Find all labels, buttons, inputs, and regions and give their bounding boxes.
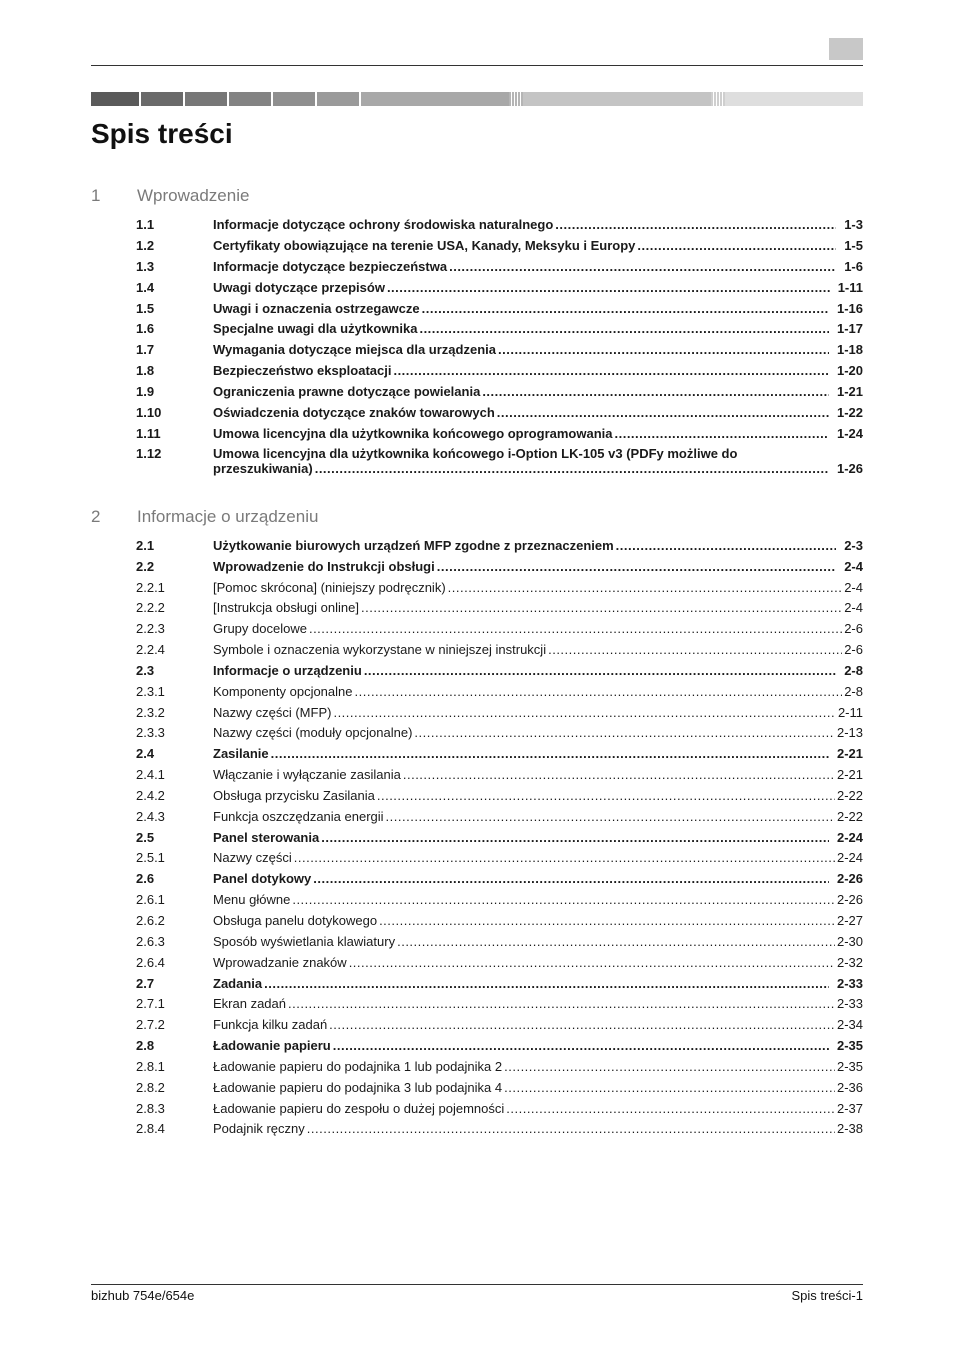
dot-leader (506, 1101, 835, 1116)
dot-leader (309, 621, 842, 636)
dot-leader (364, 663, 836, 678)
dot-leader (355, 684, 843, 699)
toc-entry-page: 2-8 (844, 684, 863, 699)
toc-entry-page: 1-22 (836, 405, 863, 420)
toc-entry-number: 2.8.4 (136, 1121, 165, 1136)
dot-leader (315, 461, 829, 476)
dot-leader (504, 1080, 835, 1095)
toc-entry-title: Sposób wyświetlania klawiatury (213, 934, 396, 949)
toc-entry-page: 2-33 (836, 996, 863, 1011)
toc-entry-title: Ekran zadań (213, 996, 286, 1011)
toc-entry-page: 2-35 (836, 1059, 863, 1074)
toc-entry-title: [Instrukcja obsługi online] (213, 600, 359, 615)
toc-entry-page: 2-37 (836, 1101, 863, 1116)
toc-entry-number: 2.5.1 (136, 850, 165, 865)
toc-entry-number: 2.4.2 (136, 788, 165, 803)
toc-entry-page: 2-24 (836, 830, 863, 845)
toc-entry-number: 2.3.1 (136, 684, 165, 699)
toc-entry-title: Informacje dotyczące bezpieczeństwa (213, 259, 448, 274)
toc-entry-title-line2: przeszukiwania) (213, 461, 313, 476)
footer-product-name: bizhub 754e/654e (91, 1288, 195, 1303)
toc-entry-page: 2-13 (836, 725, 863, 740)
toc-entry-page: 2-21 (836, 746, 863, 761)
toc-entry-number: 2.6.2 (136, 913, 165, 928)
toc-entry-title: Informacje dotyczące ochrony środowiska naturalnego (213, 217, 554, 232)
toc-entry-number: 1.4 (136, 280, 155, 295)
dot-leader (271, 746, 829, 761)
dot-leader (397, 934, 835, 949)
toc-entry-page: 2-4 (844, 580, 863, 595)
dot-leader (498, 342, 829, 357)
toc-entry-page: 1-3 (844, 217, 863, 232)
toc-entry-page: 1-16 (836, 301, 863, 316)
toc-entry-number: 1.5 (136, 301, 155, 316)
toc-entry-title: Funkcja kilku zadań (213, 1017, 328, 1032)
toc-entry-number: 1.1 (136, 217, 155, 232)
chapter-number: 1 (91, 186, 101, 205)
footer-rule (91, 1284, 863, 1285)
page-title: Spis treści (91, 118, 233, 149)
toc-entry-title: Obsługa panelu dotykowego (213, 913, 378, 928)
toc-entry-title: Uwagi dotyczące przepisów (213, 280, 385, 295)
corner-tab-marker (829, 38, 863, 60)
toc-entry-number: 1.6 (136, 321, 155, 336)
dot-leader (422, 301, 829, 316)
toc-entry-number: 2.8.3 (136, 1101, 165, 1116)
toc-entry-number: 2.5 (136, 830, 155, 845)
toc-entry-title: Wymagania dotyczące miejsca dla urządzenia (213, 342, 496, 357)
toc-entry-number: 2.3.3 (136, 725, 165, 740)
toc-entry-number: 2.2.2 (136, 600, 165, 615)
toc-entry-page: 2-27 (836, 913, 863, 928)
toc-entry-title: Ograniczenia prawne dotyczące powielania (213, 384, 481, 399)
dot-leader (616, 538, 837, 553)
toc-entry-page: 2-22 (836, 788, 863, 803)
toc-entry-number: 2.8.1 (136, 1059, 165, 1074)
toc-entry-number: 2.4 (136, 746, 155, 761)
toc-entry-number: 2.7 (136, 976, 155, 991)
toc-entry-page: 2-8 (844, 663, 863, 678)
toc-entry-title: Nazwy części (moduły opcjonalne) (213, 725, 413, 740)
toc-entry-page: 2-30 (836, 934, 863, 949)
dot-leader (437, 559, 836, 574)
toc-entry-number: 1.8 (136, 363, 155, 378)
dot-leader (449, 259, 836, 274)
toc-entry-title: Obsługa przycisku Zasilania (213, 788, 375, 803)
toc-entry-number: 2.6 (136, 871, 155, 886)
toc-entry-title: Użytkowanie biurowych urządzeń MFP zgodne z przeznaczeniem (213, 538, 614, 553)
dot-leader (386, 809, 835, 824)
toc-entry-page: 1-17 (836, 321, 863, 336)
toc-entry-title: Bezpieczeństwo eksploatacji (213, 363, 392, 378)
toc-entry-page: 2-33 (836, 976, 863, 991)
dot-leader (349, 955, 835, 970)
toc-entry-title: Symbole i oznaczenia wykorzystane w niniejszej instrukcji (213, 642, 547, 657)
toc-entry-title: Panel sterowania (213, 830, 320, 845)
toc-entry-page: 2-35 (836, 1038, 863, 1053)
toc-entry-title-line1: Umowa licencyjna dla użytkownika końcowego i-Option LK-105 v3 (PDFy możliwe do (213, 446, 738, 461)
toc-entry-title: Panel dotykowy (213, 871, 312, 886)
toc-entry-page: 2-34 (836, 1017, 863, 1032)
toc-entry-number: 1.7 (136, 342, 155, 357)
dot-leader (377, 788, 835, 803)
toc-entry-number: 2.2.4 (136, 642, 165, 657)
toc-entry-number: 1.9 (136, 384, 155, 399)
dot-leader (448, 580, 843, 595)
toc-entry-number: 1.11 (136, 426, 161, 441)
dot-leader (292, 892, 835, 907)
toc-entry-page: 2-6 (844, 621, 863, 636)
toc-entry-title: Wprowadzanie znaków (213, 955, 347, 970)
toc-entry-number: 1.10 (136, 405, 162, 420)
toc-entry-title: Oświadczenia dotyczące znaków towarowych (213, 405, 495, 420)
toc-entry-number: 2.3 (136, 663, 155, 678)
toc-entry-number: 2.3.2 (136, 705, 165, 720)
toc-entry-number: 2.4.1 (136, 767, 165, 782)
toc-entry-title: Ładowanie papieru do podajnika 3 lub podajnika 4 (213, 1080, 503, 1095)
toc-entry-page: 1-18 (836, 342, 863, 357)
toc-entry-title: Umowa licencyjna dla użytkownika końcowego oprogramowania (213, 426, 613, 441)
footer-page-number: Spis treści-1 (791, 1288, 863, 1303)
toc-entry-page: 1-11 (837, 280, 863, 295)
toc-entry-title: Ładowanie papieru (213, 1038, 331, 1053)
dot-leader (504, 1059, 835, 1074)
dot-leader (321, 830, 829, 845)
toc-entry-page: 1-26 (836, 461, 863, 476)
chapter-title: Informacje o urządzeniu (137, 507, 319, 526)
toc-entry-number: 2.6.1 (136, 892, 165, 907)
toc-entry-title: Podajnik ręczny (213, 1121, 305, 1136)
toc-entry-title: Ładowanie papieru do podajnika 1 lub podajnika 2 (213, 1059, 503, 1074)
toc-entry-number: 2.6.3 (136, 934, 165, 949)
dot-leader (329, 1017, 835, 1032)
toc-entry-number: 1.12 (136, 446, 162, 461)
dot-leader (414, 725, 835, 740)
toc-entry-page: 2-3 (844, 538, 863, 553)
toc-entry-number: 2.8 (136, 1038, 155, 1053)
toc-entry-number: 2.8.2 (136, 1080, 165, 1095)
chapter-title: Wprowadzenie (137, 186, 250, 205)
toc-entry-number: 2.4.3 (136, 809, 165, 824)
toc-entry-title: Certyfikaty obowiązujące na terenie USA, Kanady, Meksyku i Europy (213, 238, 636, 253)
dot-leader (333, 1038, 829, 1053)
toc-entry-page: 1-6 (844, 259, 863, 274)
dot-leader (637, 238, 836, 253)
dot-leader (361, 600, 842, 615)
dot-leader (555, 217, 836, 232)
toc-entry-page: 1-5 (844, 238, 863, 253)
toc-entry-title: Funkcja oszczędzania energii (213, 809, 384, 824)
toc-entry-title: Nazwy części (MFP) (213, 705, 332, 720)
dot-leader (497, 405, 829, 420)
toc-entry-page: 2-24 (836, 850, 863, 865)
toc-entry-number: 2.2 (136, 559, 155, 574)
toc-entry-title: Menu główne (213, 892, 291, 907)
toc-entry-page: 2-32 (836, 955, 863, 970)
toc-entry-page: 2-26 (836, 871, 863, 886)
toc-entry-page: 2-26 (836, 892, 863, 907)
toc-entry-page: 2-6 (844, 642, 863, 657)
chapter-number: 2 (91, 507, 101, 526)
dot-leader (307, 1121, 835, 1136)
dot-leader (294, 850, 835, 865)
toc-entry-number: 1.3 (136, 259, 155, 274)
toc-entry-page: 2-22 (836, 809, 863, 824)
toc-entry-page: 1-20 (836, 363, 863, 378)
toc-entry-title: Uwagi i oznaczenia ostrzegawcze (213, 301, 420, 316)
dot-leader (333, 705, 835, 720)
toc-entry-number: 2.7.2 (136, 1017, 165, 1032)
decorative-gradient-bar (91, 92, 863, 106)
toc-entry-title: [Pomoc skrócona] (niniejszy podręcznik) (213, 580, 446, 595)
toc-entry-title: Zasilanie (213, 746, 269, 761)
toc-entry-title: Nazwy części (213, 850, 292, 865)
header-rule (91, 65, 863, 66)
toc-entry-title: Informacje o urządzeniu (213, 663, 362, 678)
dot-leader (614, 426, 828, 441)
toc-entry-title: Specjalne uwagi dla użytkownika (213, 321, 418, 336)
toc-entry-page: 2-4 (844, 559, 863, 574)
toc-entry-page: 2-21 (836, 767, 863, 782)
toc-entry-number: 2.6.4 (136, 955, 165, 970)
toc-entry-title: Komponenty opcjonalne (213, 684, 353, 699)
toc-entry-title: Zadania (213, 976, 263, 991)
toc-entry-number: 2.1 (136, 538, 155, 553)
toc-entry-title: Włączanie i wyłączanie zasilania (213, 767, 401, 782)
toc-entry-page: 2-4 (844, 600, 863, 615)
toc-entry-number: 1.2 (136, 238, 155, 253)
toc-entry-page: 1-21 (836, 384, 863, 399)
toc-entry-page: 2-36 (836, 1080, 863, 1095)
toc-entry-number: 2.7.1 (136, 996, 165, 1011)
dot-leader (288, 996, 835, 1011)
dot-leader (482, 384, 829, 399)
toc-entry-title: Grupy docelowe (213, 621, 307, 636)
dot-leader (548, 642, 842, 657)
dot-leader (264, 976, 829, 991)
toc-entry-number: 2.2.3 (136, 621, 165, 636)
dot-leader (313, 871, 829, 886)
toc-entry-page: 2-11 (837, 705, 863, 720)
toc-entry-title: Ładowanie papieru do zespołu o dużej pojemności (213, 1101, 505, 1116)
dot-leader (379, 913, 835, 928)
dot-leader (403, 767, 835, 782)
toc-entry-page: 1-24 (836, 426, 863, 441)
toc-entry-page: 2-38 (836, 1121, 863, 1136)
dot-leader (419, 321, 829, 336)
dot-leader (393, 363, 829, 378)
toc-entry-number: 2.2.1 (136, 580, 165, 595)
toc-entry-title: Wprowadzenie do Instrukcji obsługi (213, 559, 435, 574)
dot-leader (387, 280, 830, 295)
